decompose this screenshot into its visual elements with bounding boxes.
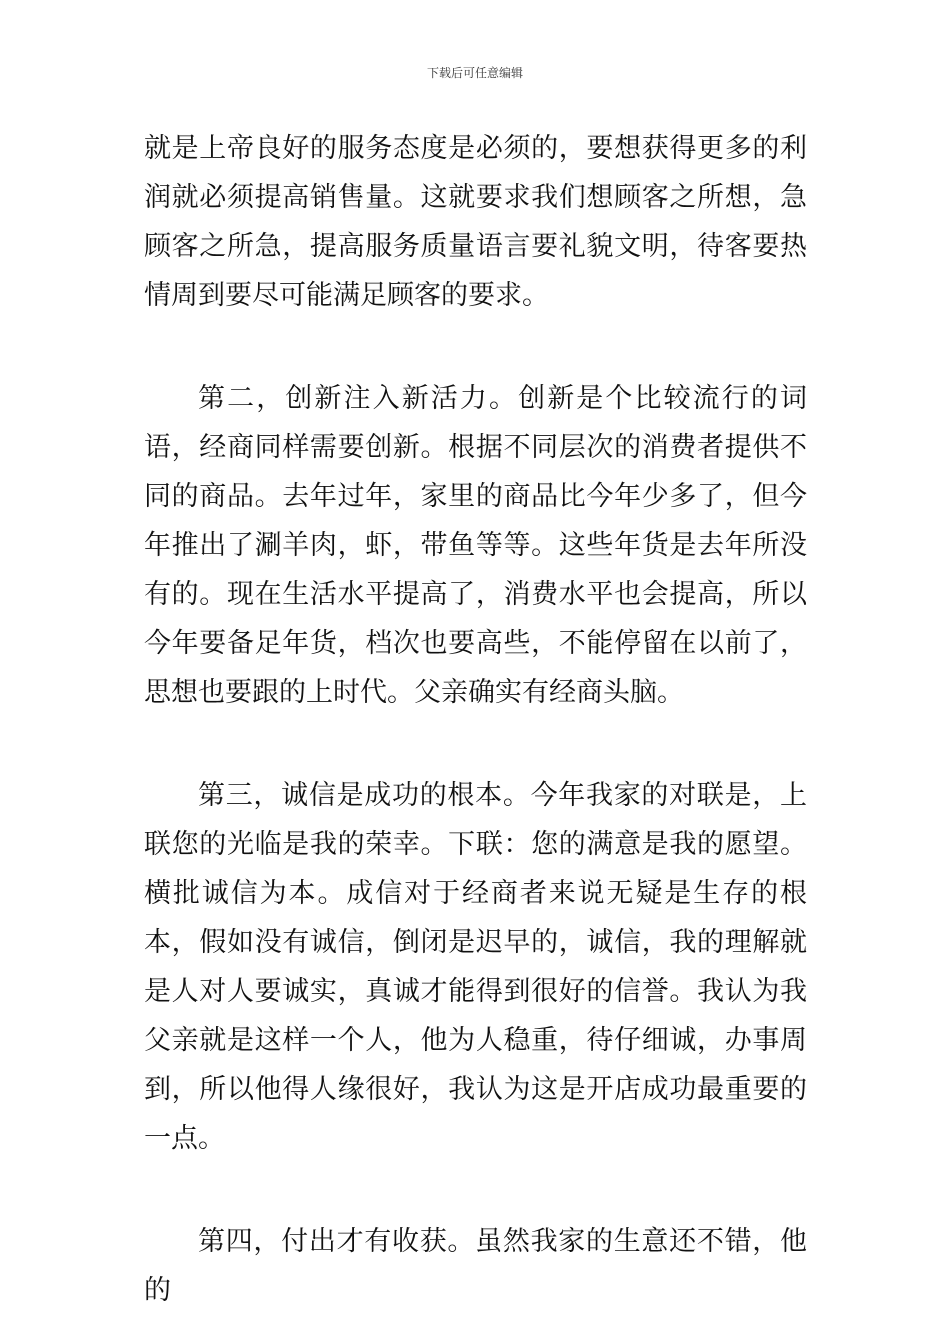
paragraph-second-point: 第二，创新注入新活力。创新是个比较流行的词语，经商同样需要创新。根据不同层次的消费者提供不同的商品。去年过年，家里的商品比今年少多了，但今年推出了涮羊肉，虾，带鱼等等。这些年货是去年所没有的。现在生活水平提高了，消费水平也会提高，所以今年要备足年货，档次也要高些，不能停留在以前了，思想也要跟的上时代。父亲确实有经商头脑。: [144, 383, 807, 708]
paragraph-fourth-point: 第四，付出才有收获。虽然我家的生意还不错，他的: [144, 1226, 807, 1306]
paragraph-gap: [144, 1163, 807, 1217]
paragraph-continuation: 就是上帝良好的服务态度是必须的，要想获得更多的利润就必须提高销售量。这就要求我们想顾客之所想，急顾客之所急，提高服务质量语言要礼貌文明，待客要热情周到要尽可能满足顾客的要求。: [144, 133, 807, 311]
document-body: [144, 124, 807, 1315]
page-header: 下载后可任意编辑: [426, 66, 523, 80]
paragraph-third-point: 第三，诚信是成功的根本。今年我家的对联是，上联您的光临是我的荣幸。下联：您的满意是我的愿望。横批诚信为本。成信对于经商者来说无疑是生存的根本，假如没有诚信，倒闭是迟早的，诚信，我的理解就是人对人要诚实，真诚才能得到很好的信誉。我认为我父亲就是这样一个人，他为人稳重，待仔细诚，办事周到，所以他得人缘很好，我认为这是开店成功最重要的一点。: [144, 780, 807, 1154]
paragraph-gap: [144, 717, 807, 771]
paragraph-gap: [144, 320, 807, 374]
